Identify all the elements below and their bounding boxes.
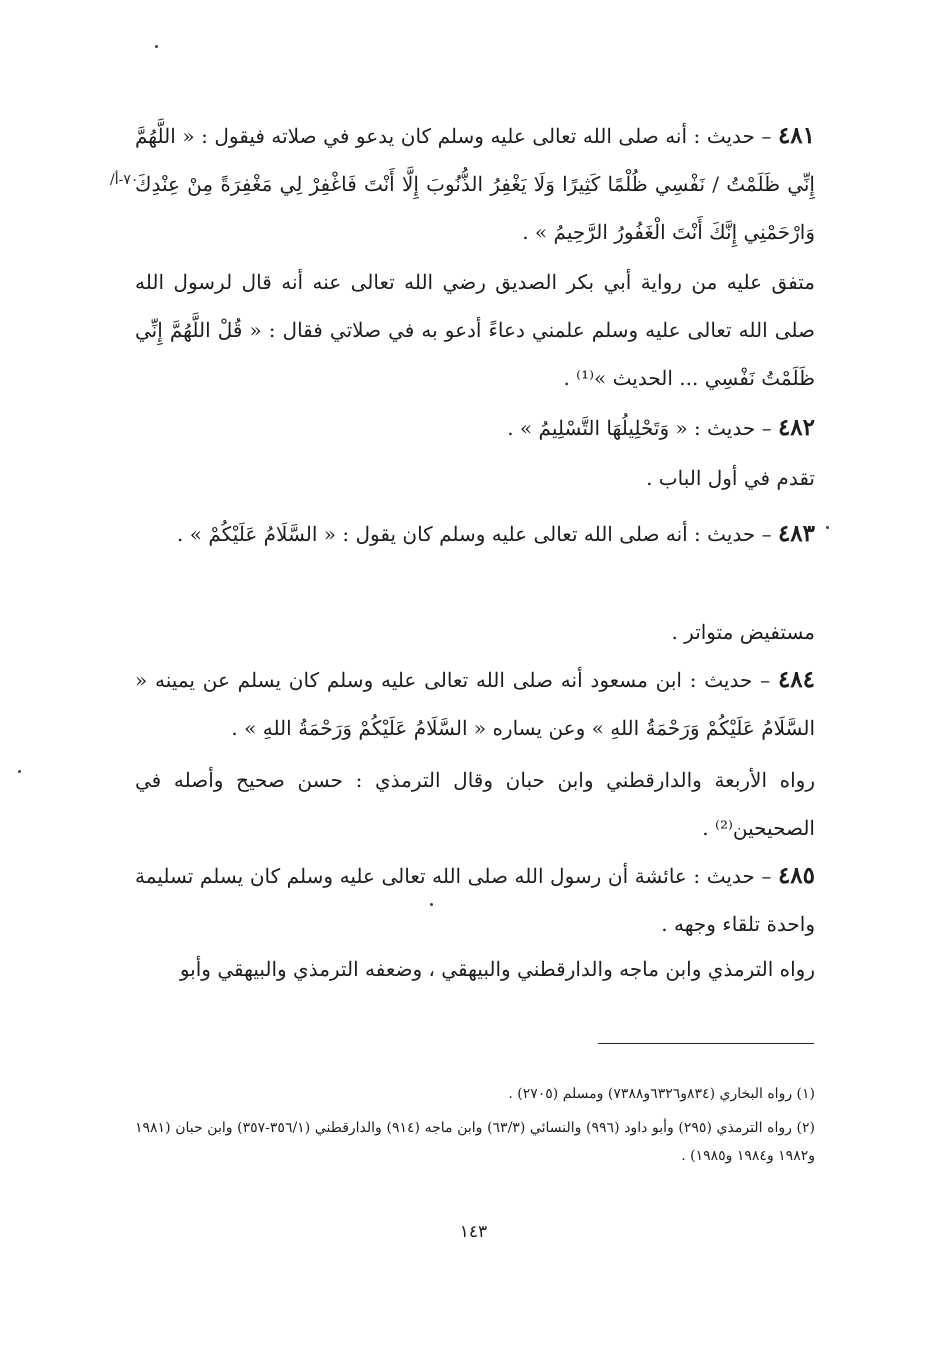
scan-speck [430, 903, 433, 906]
entry-commentary-482 [135, 454, 815, 502]
entry-commentary-484 [135, 756, 815, 852]
commentary-text: متفق عليه من رواية أبي بكر الصديق رضي الله تعالى عنه أنه قال لرسول الله صلى الله تعالى عليه وسلم علمني دعاءً أدعو به في صلاتي فقال : « قُلْ اللَّهُمَّ إِنِّي ظَلَمْتُ نَفْسِي ... الحديث »⁽¹⁾ . [135, 270, 815, 390]
entry-number: ٤٨١ [777, 122, 816, 149]
commentary-text: مستفيض متواتر . [671, 620, 815, 644]
manuscript-folio-marker: /٧٠-أ [110, 172, 139, 188]
footnote-2: (٢) رواه الترمذي (٢٩٥) وأبو داود (٩٩٦) والنسائي (٦٣/٣) وابن ماجه (٩١٤) والدارقطني (٣٥٦/١-٣٥٧) وابن حبان (١٩٨١ و١٩٨٢ و١٩٨٤ و١٩٨٥) . [135, 1120, 815, 1164]
entry-body: – حديث : أنه صلى الله تعالى عليه وسلم كان يدعو في صلاته فيقول : « اللَّهُمَّ إِنِّي ظَلَمْتُ / نَفْسِي ظُلْمًا كَثِيرًا وَلَا يَغْفِرُ الذُّنُوبَ إِلَّا أَنْتَ فَاغْفِرْ لِي مَغْفِرَةً مِنْ عِنْدِكَ وَارْحَمْنِي إِنَّكَ أَنْتَ الْغَفُورُ الرَّحِيمُ » . [135, 124, 815, 244]
entry-body: – حديث : أنه صلى الله تعالى عليه وسلم كان يقول : « السَّلَامُ عَلَيْكُمْ » . [177, 522, 772, 546]
entry-number: ٤٨٣ [777, 520, 815, 547]
entry-commentary-485 [135, 945, 815, 993]
hadith-entry-482 [135, 404, 815, 452]
page-number: ١٤٣ [459, 1222, 488, 1242]
entry-text [135, 112, 815, 256]
scan-speck [826, 526, 829, 529]
entry-body: – حديث : « وَتَحْلِيلُهَا التَّسْلِيمُ » . [507, 416, 772, 440]
entry-text [135, 656, 815, 752]
entry-text [135, 852, 815, 948]
entry-text [135, 510, 815, 558]
footnote-separator [598, 1043, 814, 1044]
entry-body: – حديث : ابن مسعود أنه صلى الله تعالى عليه وسلم كان يسلم عن يمينه « السَّلَامُ عَلَيْكُمْ وَرَحْمَةُ اللهِ » وعن يساره « السَّلَامُ عَلَيْكُمْ وَرَحْمَةُ اللهِ » . [135, 668, 815, 740]
hadith-entry-485 [135, 852, 815, 948]
scan-speck [18, 770, 21, 773]
commentary-text: رواه الأربعة والدارقطني وابن حبان وقال الترمذي : حسن صحيح وأصله في الصحيحين⁽²⁾ . [135, 768, 815, 840]
entry-commentary-483 [135, 608, 815, 656]
entry-body: – حديث : عائشة أن رسول الله صلى الله تعالى عليه وسلم كان يسلم تسليمة واحدة تلقاء وجهه . [135, 864, 815, 936]
footnote-1: (١) رواه البخاري (٨٣٤و٦٣٢٦و٧٣٨٨) ومسلم (٢٧٠٥) . [508, 1086, 815, 1102]
entry-text [135, 404, 815, 452]
hadith-entry-483 [135, 510, 815, 558]
scan-speck [155, 45, 158, 48]
entry-number: ٤٨٥ [777, 862, 816, 889]
commentary-text: تقدم في أول الباب . [646, 466, 815, 490]
footnotes [135, 1080, 815, 1170]
entry-number: ٤٨٢ [777, 414, 815, 441]
hadith-entry-481 [135, 112, 815, 256]
entry-number: ٤٨٤ [777, 666, 816, 693]
entry-commentary-481 [135, 258, 815, 402]
hadith-entry-484 [135, 656, 815, 752]
commentary-text: رواه الترمذي وابن ماجه والدارقطني والبيهقي ، وضعفه الترمذي والبيهقي وأبو [179, 957, 815, 981]
